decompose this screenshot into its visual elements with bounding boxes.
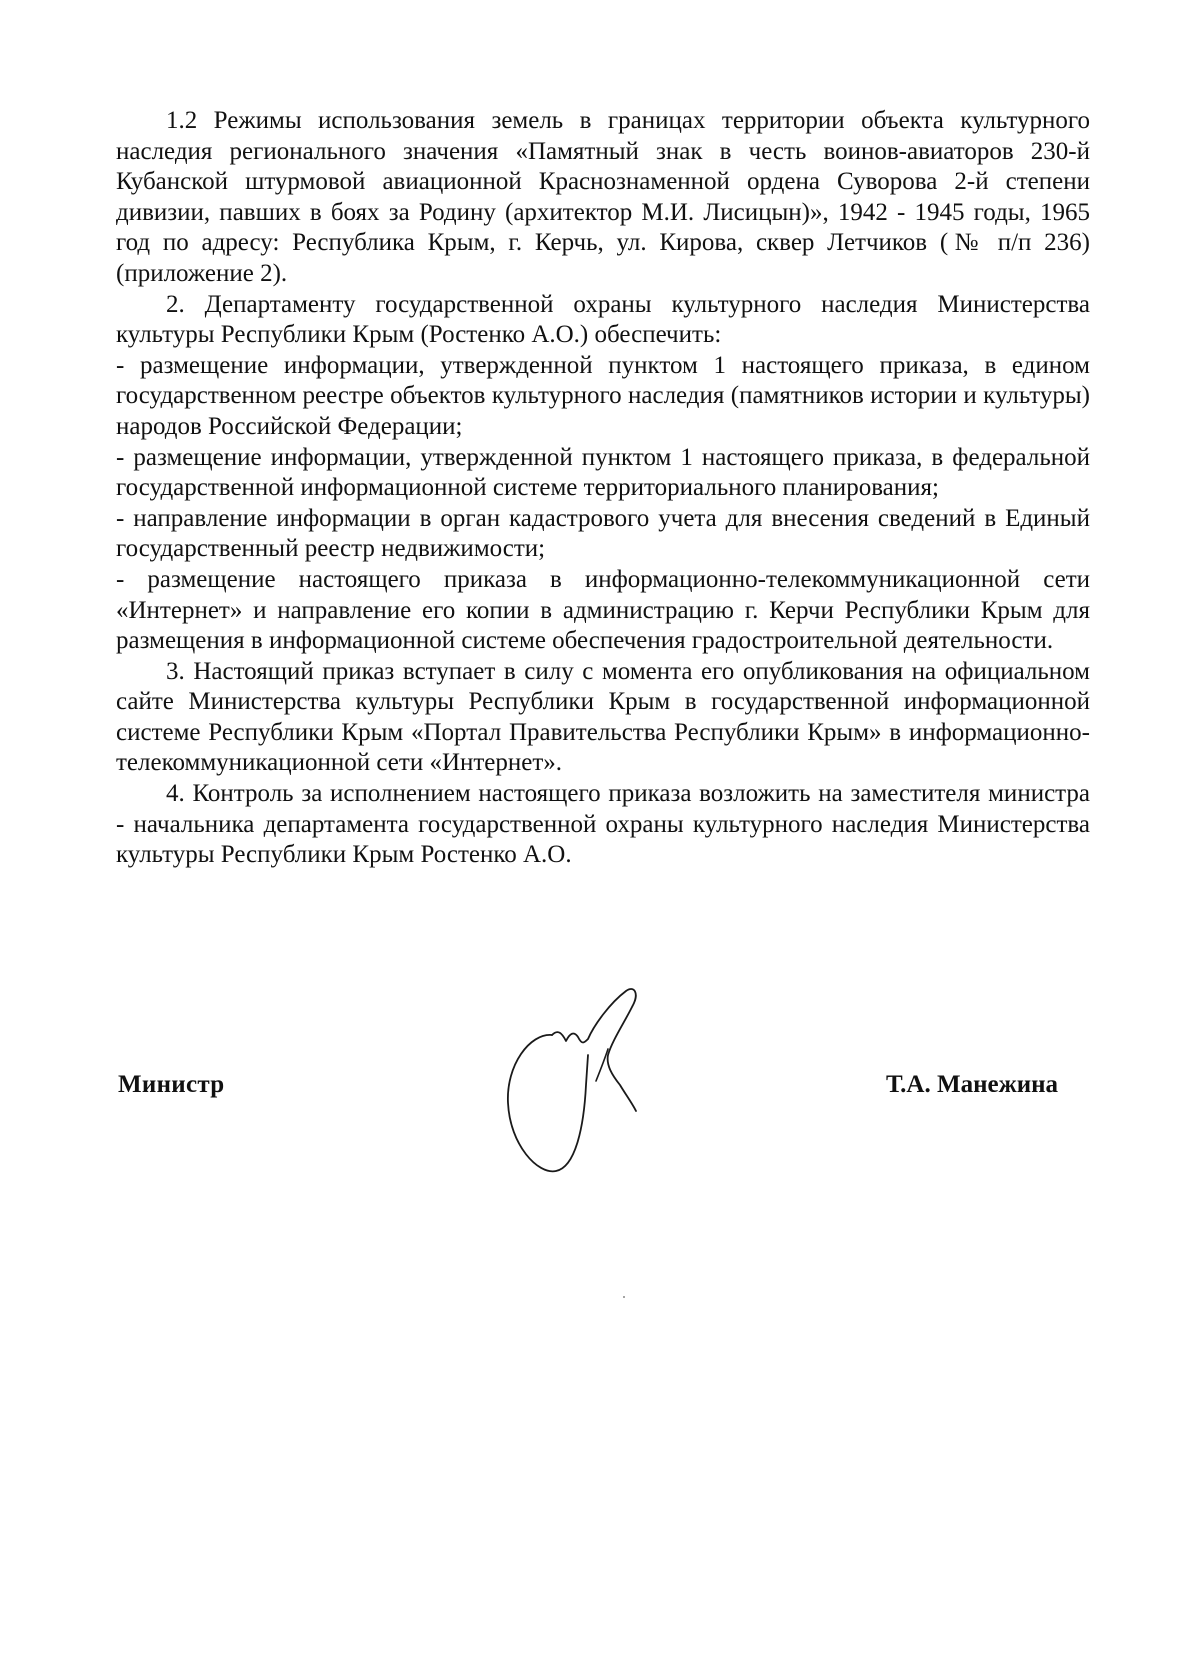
paragraph-3-entry-into-force: 3. Настоящий приказ вступает в силу с момента его опубликования на официальном сайте Министерства культуры Республики Крым в государственной информационной системе Республики Крым «Портал Правительства Республики Крым» в информационно-телекоммуникационной сети «Интернет». — [116, 657, 1090, 777]
paragraph-2-department-instructions: 2. Департаменту государственной охраны культурного наследия Министерства культуры Республики Крым (Ростенко А.О.) обеспечить: — [116, 290, 1090, 349]
paragraph-4-control: 4. Контроль за исполнением настоящего приказа возложить на заместителя министра - начальника департамента государственной охраны культурного наследия Министерства культуры Республики Крым Ростенко А.О. — [116, 780, 1090, 869]
document-body — [116, 106, 1090, 871]
list-item-unified-register: - размещение информации, утвержденной пунктом 1 настоящего приказа, в едином государственном реестре объектов культурного наследия (памятников истории и культуры) народов Российской Федерации; — [116, 351, 1090, 440]
list-item-federal-planning-system: - размещение информации, утвержденной пунктом 1 настоящего приказа, в федеральной государственной информационной системе территориального планирования; — [116, 443, 1090, 502]
paragraph-1-2-land-use-regimes: 1.2 Режимы использования земель в границах территории объекта культурного наследия регионального значения «Памятный знак в честь воинов-авиаторов 230-й Кубанской штурмовой авиационной Краснознаменной ордена Суворова 2-й степени дивизии, павших в боях за Родину (архитектор М.И. Лисицын)», 1942 - 1945 годы, 1965 год по адресу: Республика Крым, г. Керчь, ул. Кирова, сквер Летчиков (№ п/п 236) (приложение 2). — [116, 107, 1090, 287]
signatory-name: Т.А. Манежина — [886, 1071, 1059, 1098]
list-item-cadastral-registration: - направление информации в орган кадастрового учета для внесения сведений в Единый государственный реестр недвижимости; — [116, 504, 1090, 563]
handwritten-signature — [500, 985, 680, 1185]
list-item-internet-publication: - размещение настоящего приказа в информационно-телекоммуникационной сети «Интернет» и направление его копии в администрацию г. Керчи Республики Крым для размещения в информационной системе обеспечения градостроительной деятельности. — [116, 565, 1090, 655]
signatory-position: Министр — [118, 1071, 225, 1098]
scan-speck — [623, 1296, 625, 1298]
